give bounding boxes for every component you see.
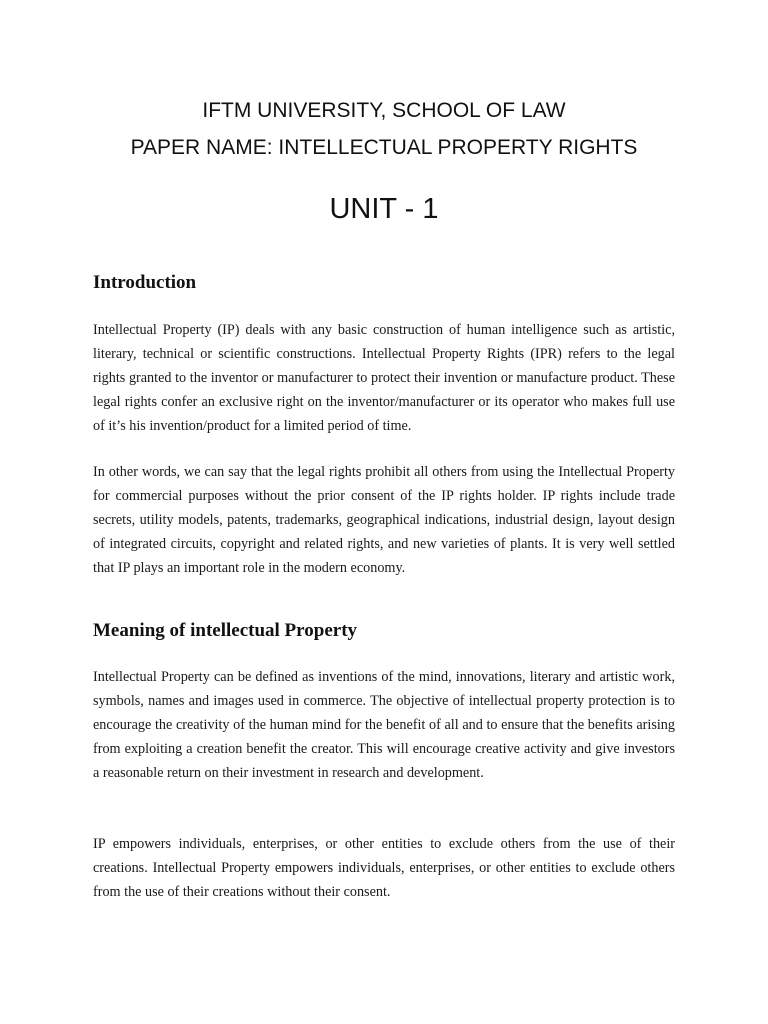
unit-title: UNIT - 1 xyxy=(329,193,439,225)
section-heading-meaning: Meaning of intellectual Property xyxy=(93,620,358,641)
university-title: IFTM UNIVERSITY, SCHOOL OF LAW xyxy=(202,99,566,122)
meaning-paragraph-1: Intellectual Property can be defined as inventions of the mind, innovations, literary and artistic work, symbols, names and images used in commerce. The objective of intellectual property protection is to encourage the creativity of the human mind for the benefit of all and to ensure that the benefits arising from exploiting a creation benefit the creator. This will encourage creative activity and give investors a reasonable return on their investment in research and development. xyxy=(93,669,675,781)
meaning-paragraph-2: IP empowers individuals, enterprises, or other entities to exclude others from the use of their creations. Intellectual Property empowers individuals, enterprises, or other entities to exclude others from the use of their creations without their consent. xyxy=(93,836,675,900)
paper-name-title: PAPER NAME: INTELLECTUAL PROPERTY RIGHTS xyxy=(130,136,638,159)
introduction-paragraph-2: In other words, we can say that the legal rights prohibit all others from using the Intellectual Property for commercial purposes without the prior consent of the IP rights holder. IP rights include trade secrets, utility models, patents, trademarks, geographical indications, industrial design, layout design of integrated circuits, copyright and related rights, and new varieties of plants. It is very well settled that IP plays an important role in the modern economy. xyxy=(93,464,675,576)
section-heading-introduction: Introduction xyxy=(93,272,197,293)
introduction-paragraph-1: Intellectual Property (IP) deals with any basic construction of human intelligence such as artistic, literary, technical or scientific constructions. Intellectual Property Rights (IPR) refers to the legal rights granted to the inventor or manufacturer to protect their invention or manufacture product. These legal rights confer an exclusive right on the inventor/manufacturer or its operator who makes full use of it’s his invention/product for a limited period of time. xyxy=(93,322,675,434)
